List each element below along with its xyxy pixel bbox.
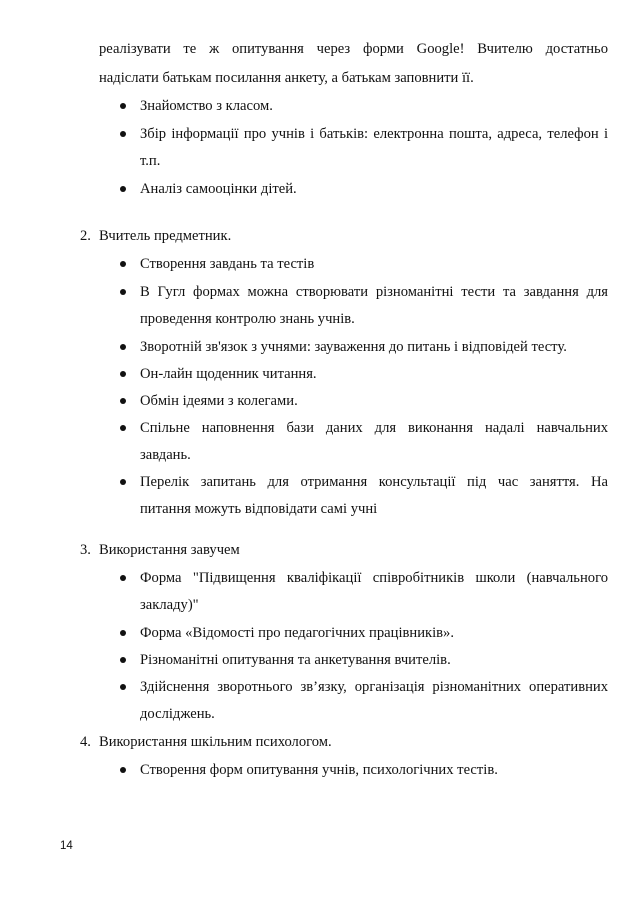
section-3-bullet-4-cont: досліджень. [140,706,215,722]
bullet-dot [120,289,126,295]
bullet-dot [120,261,126,267]
section-3-bullet-1-cont: закладу)" [140,597,199,613]
bullet-dot [120,657,126,663]
section-2-bullet-7-cont: питання можуть відповідати самі учні [140,501,378,517]
section-4-bullet-1: Створення форм опитування учнів, психологічних тестів. [140,762,498,778]
intro-bullet-3: Аналіз самооцінки дітей. [140,181,297,197]
section-2-bullet-5: Обмін ідеями з колегами. [140,393,298,409]
bullet-dot [120,398,126,404]
section-3-title: Використання завучем [99,542,240,558]
bullet-dot [120,371,126,377]
bullet-dot [120,425,126,431]
section-3-number: 3. [80,542,91,558]
section-2-bullet-2-cont: проведення контролю знань учнів. [140,311,355,327]
section-2-bullet-1: Створення завдань та тестів [140,256,315,272]
intro-line-2: надіслати батькам посилання анкету, а батькам заповнити її. [99,70,474,86]
section-4-number: 4. [80,734,91,750]
intro-bullet-2-cont: т.п. [140,153,161,169]
bullet-dot [120,131,126,137]
bullet-dot [120,684,126,690]
section-2-bullet-2: В Гугл формах можна створювати різноманітні тести та завдання для [140,284,608,300]
bullet-dot [120,479,126,485]
section-3-bullet-4: Здійснення зворотнього зв’язку, організація різноманітних оперативних [140,679,608,695]
section-2-bullet-3: Зворотній зв'язок з учнями: зауваження до питань і відповідей тесту. [140,339,567,355]
section-3-bullet-2: Форма «Відомості про педагогічних працівників». [140,625,455,641]
bullet-dot [120,344,126,350]
intro-line-1: реалізувати те ж опитування через форми Google! Вчителю достатньо [99,41,608,57]
section-2-bullet-7: Перелік запитань для отримання консультації під час заняття. На [140,474,608,490]
section-2-bullet-4: Он-лайн щоденник читання. [140,366,317,382]
page-number: 14 [60,840,73,852]
bullet-dot [120,630,126,636]
bullet-dot [120,767,126,773]
section-3-bullet-1: Форма "Підвищення кваліфікації співробітників школи (навчального [140,570,608,586]
section-2-bullet-6-cont: завдань. [140,447,191,463]
bullet-dot [120,575,126,581]
bullet-dot [120,186,126,192]
intro-bullet-2: Збір інформації про учнів і батьків: електронна пошта, адреса, телефон і [140,126,608,142]
section-2-title: Вчитель предметник. [99,228,232,244]
section-4-title: Використання шкільним психологом. [99,734,332,750]
bullet-dot [120,103,126,109]
intro-bullet-1: Знайомство з класом. [140,98,273,114]
section-2-number: 2. [80,228,91,244]
section-3-bullet-3: Різноманітні опитування та анкетування вчителів. [140,652,451,668]
section-2-bullet-6: Спільне наповнення бази даних для виконання надалі навчальних [140,420,608,436]
